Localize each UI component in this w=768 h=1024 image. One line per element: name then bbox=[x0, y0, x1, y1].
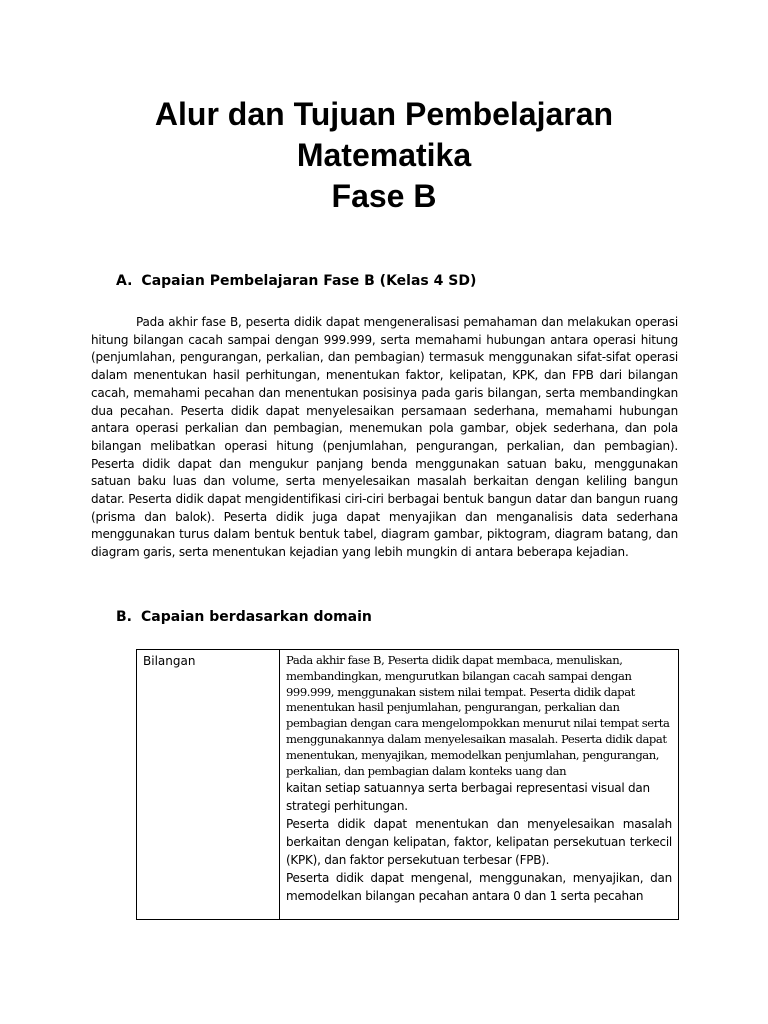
title-line-1: Alur dan Tujuan Pembelajaran bbox=[154, 96, 614, 132]
title-line-3: Fase B bbox=[331, 178, 437, 214]
domain-table bbox=[136, 649, 679, 920]
title-line-2: Matematika bbox=[296, 137, 472, 173]
section-b-marker: B. bbox=[116, 609, 132, 625]
document-title bbox=[0, 94, 768, 217]
section-a-title: Capaian Pembelajaran Fase B (Kelas 4 SD) bbox=[141, 273, 477, 289]
domain-content-kpk-fpb: Peserta didik dapat menentukan dan menyelesaikan masalah berkaitan dengan kelipatan, faktor, kelipatan persekutuan terkecil (KPK), dan faktor persekutuan terbesar (FPB). bbox=[286, 817, 672, 868]
section-a-heading bbox=[116, 272, 476, 290]
section-a-marker: A. bbox=[116, 273, 133, 289]
table-row bbox=[137, 650, 679, 920]
domain-content-strategy: kaitan setiap satuannya serta berbagai representasi visual dan strategi perhitungan. bbox=[286, 781, 650, 814]
domain-content-serif: Pada akhir fase B, Peserta didik dapat membaca, menuliskan, membandingkan, mengurutkan bilangan cacah sampai dengan 999.999, menggunakan sistem nilai tempat. Peserta didik dapat menentukan hasil penjumlahan, pengurangan, perkalian dan pembagian dengan cara mengelompokkan menurut nilai tempat serta menggunakannya dalam menyelesaikan masalah. Peserta didik dapat menentukan, menyajikan, memodelkan penjumlahan, pengurangan, perkalian, dan pembagian dalam konteks uang dan bbox=[286, 653, 670, 778]
section-b-title: Capaian berdasarkan domain bbox=[141, 609, 372, 625]
section-a-paragraph: Pada akhir fase B, peserta didik dapat mengeneralisasi pemahaman dan melakukan operasi hitung bilangan cacah sampai dengan 999.999, serta memahami hubungan antara operasi hitung (penjumlahan, pengurangan, perkalian, dan pembagian) termasuk menggunakan sifat-sifat operasi dalam menentukan hasil perhitungan, menentukan faktor, kelipatan, KPK, dan FPB dari bilangan cacah, memahami pecahan dan menentukan posisinya pada garis bilangan, serta membandingkan dua pecahan. Peserta didik dapat menyelesaikan persamaan sederhana, memahami hubungan antara operasi perkalian dan pembagian, menemukan pola gambar, objek sederhana, dan pola bilangan melibatkan operasi hitung (penjumlahan, pengurangan, perkalian, dan pembagian). Peserta didik dapat dan mengukur panjang benda menggunakan satuan baku, menggunakan satuan baku luas dan volume, serta menyelesaikan masalah berkaitan dengan keliling bangun datar. Peserta didik dapat mengidentifikasi ciri-ciri berbagai bentuk bangun datar dan bangun ruang (prisma dan balok). Peserta didik juga dapat menyajikan dan menganalisis data sederhana menggunakan turus dalam bentuk bentuk tabel, diagram gambar, piktogram, diagram batang, dan diagram garis, serta menentukan kejadian yang lebih mungkin di antara beberapa kejadian. bbox=[91, 315, 678, 560]
domain-content-pecahan: Peserta didik dapat mengenal, menggunakan, menyajikan, dan memodelkan bilangan pecahan antara 0 dan 1 serta pecahan bbox=[286, 871, 672, 904]
section-b-heading bbox=[116, 608, 372, 626]
domain-content-cell bbox=[280, 650, 679, 920]
domain-name-cell: Bilangan bbox=[137, 650, 280, 920]
